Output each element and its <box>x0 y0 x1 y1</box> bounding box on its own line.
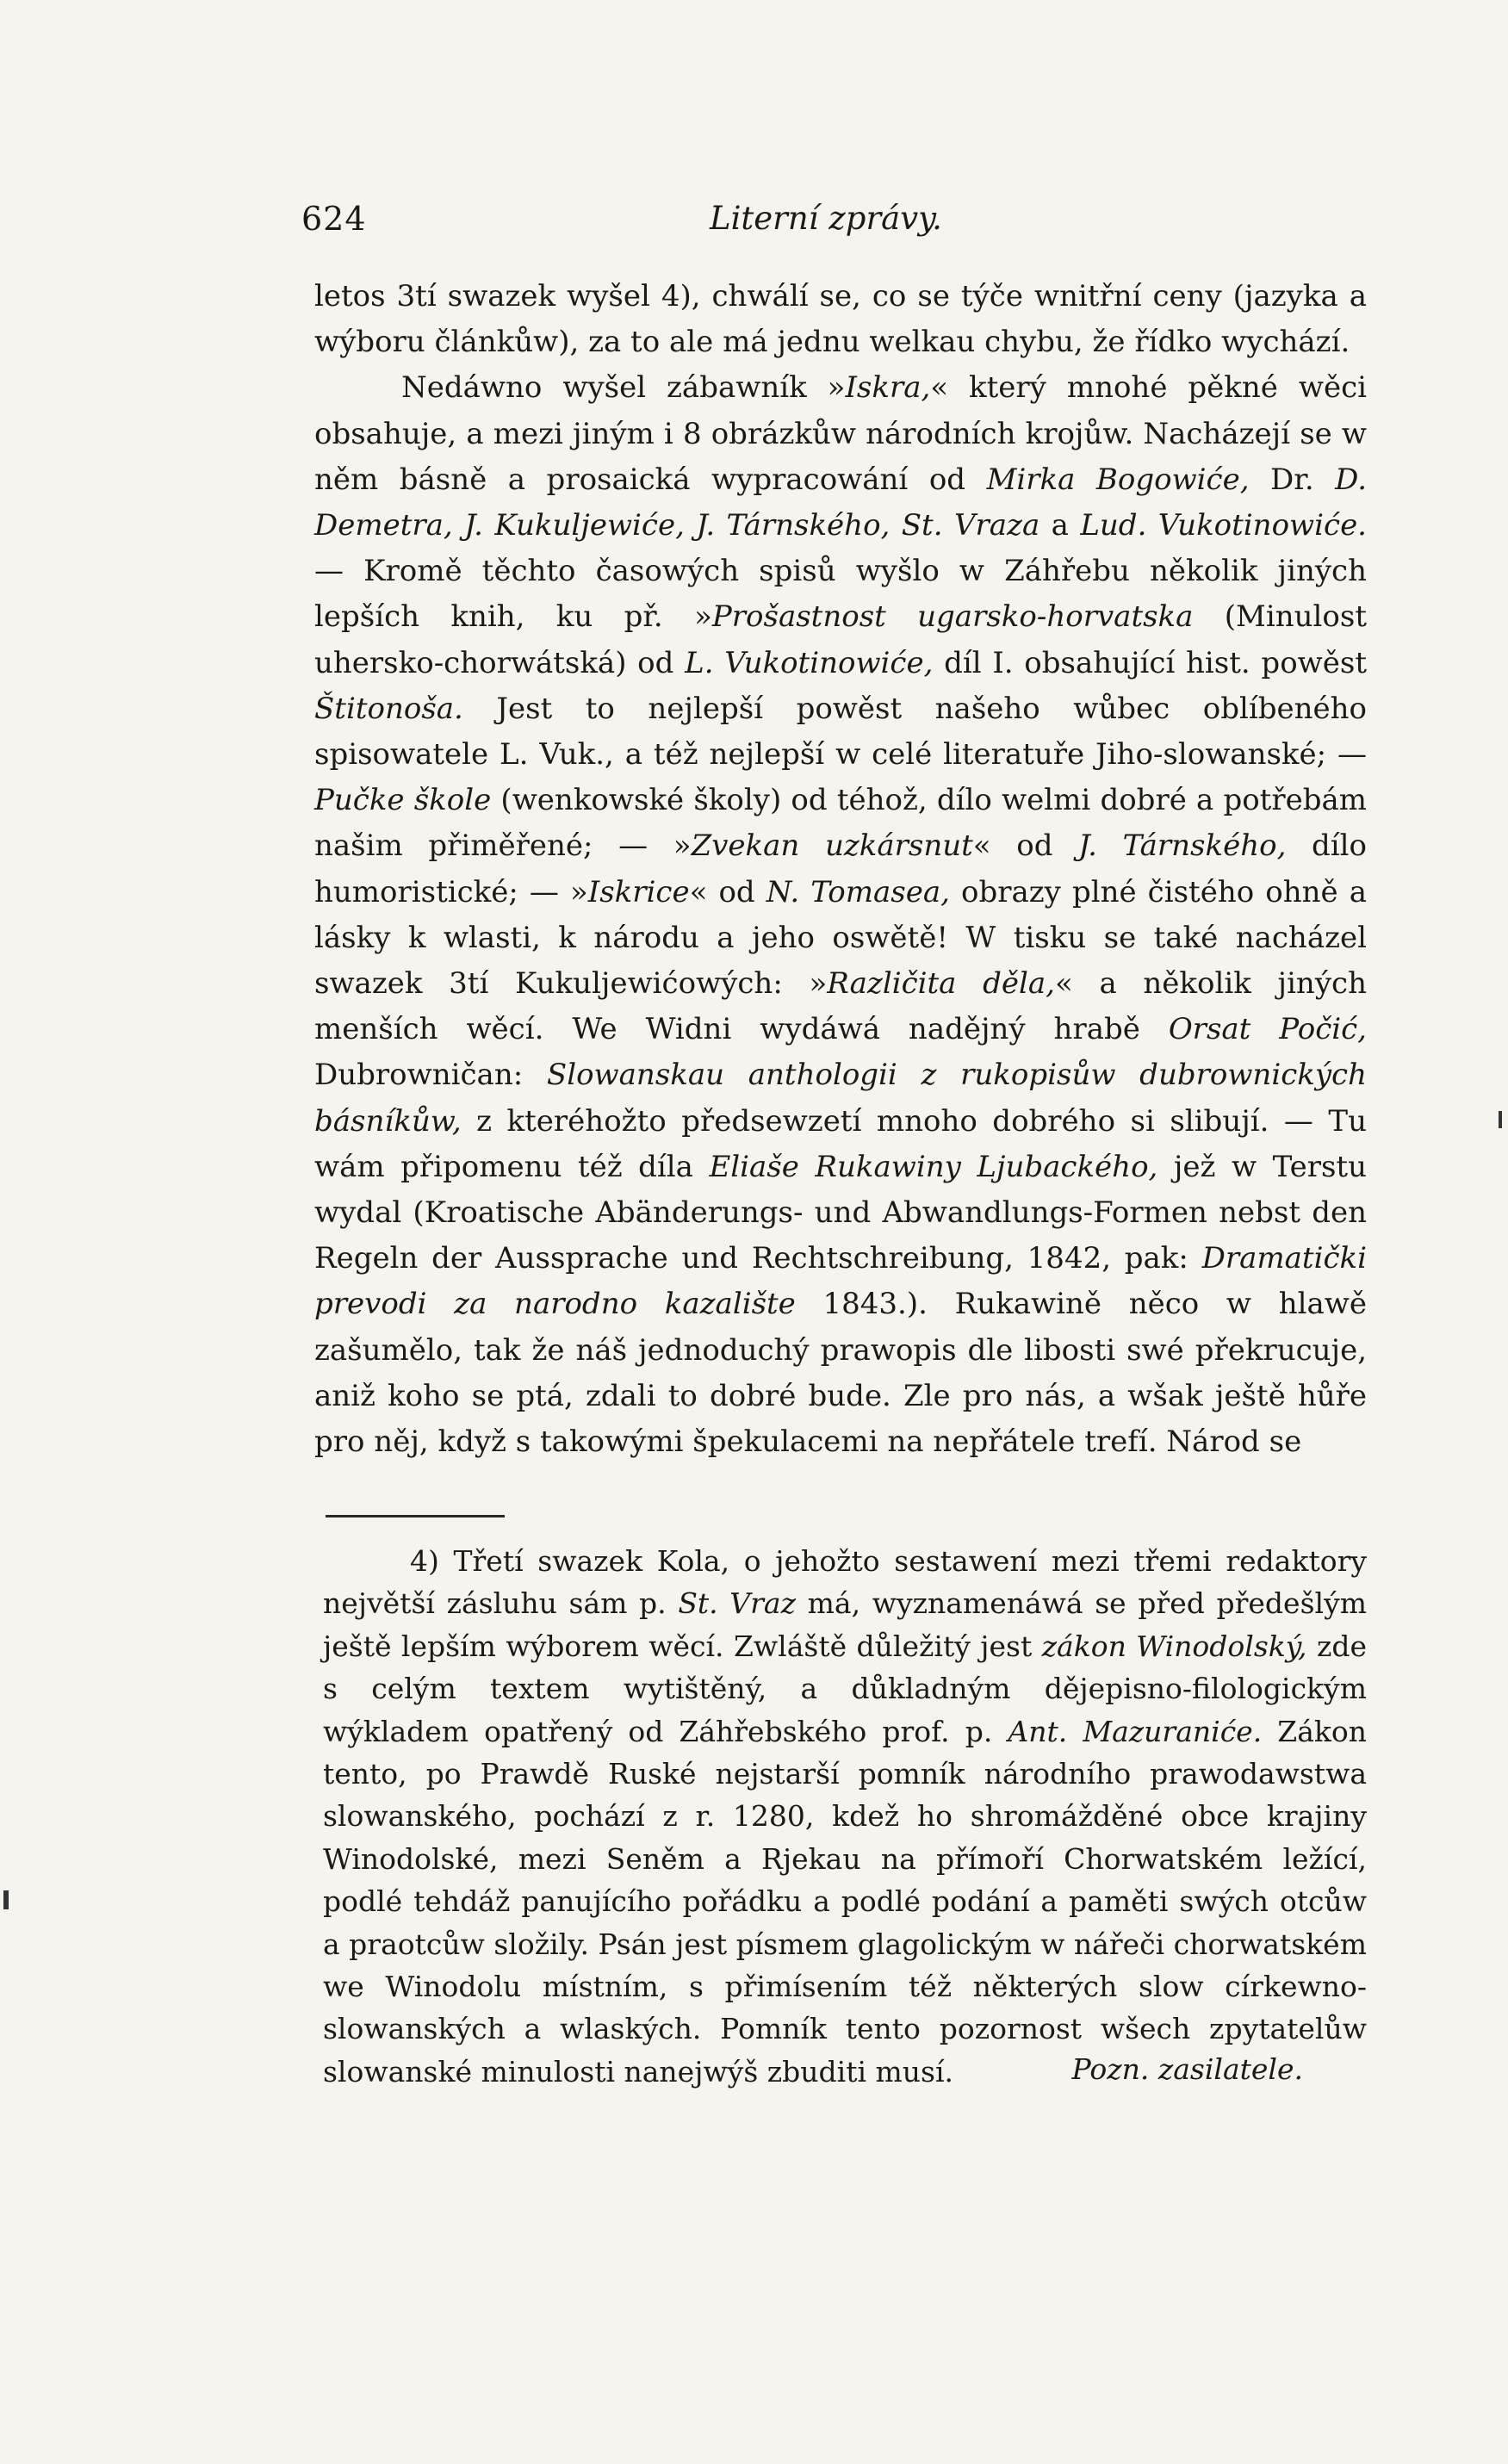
footnote <box>323 1540 1367 2093</box>
italic-text: Različita děla, <box>827 966 1055 1002</box>
text-run: — Kromě těchto časowých spisů wyšlo w Záhřebu několik jiných lepších knih, ku př. » <box>314 554 1367 635</box>
text-run: díl I. obsahující hist. powěst <box>933 645 1367 680</box>
italic-text: Pučke škole <box>314 783 492 818</box>
running-title: Literní zprávy. <box>710 200 942 237</box>
page-header <box>301 200 947 251</box>
text-run: zde s celým textem wytištěný, a důkladným dějepisno-filologickým wýkladem opatřený od Záhřebského prof. p. <box>323 1629 1368 1748</box>
footnote-signature: Pozn. zasilatele. <box>1071 2052 1303 2086</box>
text-run: z kteréhožto předsewzetí mnoho dobrého si slibují. — Tu wám připomenu též díla <box>314 1103 1367 1184</box>
page-number: 624 <box>301 200 367 238</box>
text-run: jež w Terstu wydal (Kroatische Abänderungs- und Abwandlungs-Formen nebst den Regeln der Aussprache und Rechtschreibung, 1842, pak: <box>314 1149 1367 1276</box>
text-run: Jest to nejlepší powěst našeho wůbec oblíbeného spisowatele L. Vuk., a též nejlepší w celé literatuře Jiho-slowanské; — <box>314 691 1367 773</box>
margin-mark <box>3 1890 9 1909</box>
footnote-separator <box>326 1515 505 1518</box>
main-text <box>314 274 1367 1465</box>
margin-mark <box>1499 1111 1502 1128</box>
italic-text: J. Tárnského, <box>1078 829 1287 864</box>
text-run: Nedáwno wyšel zábawník » <box>401 370 846 406</box>
text-run: obrazy plné čistého ohně a lásky k wlasti, k národu a jeho oswětě! W tisku se také nacházel swazek 3tí Kukuljewićowých: » <box>314 874 1368 1002</box>
text-run: a <box>1039 508 1081 543</box>
footnote-text <box>323 1540 1367 2093</box>
text-run: dílo humoristické; — » <box>314 829 1368 909</box>
text-run: 4) Třetí swazek Kola, o jehožto sestawení mezi třemi redaktory největší zásluhu sám p. <box>323 1544 1367 1621</box>
italic-text: Štitonoša. <box>314 691 463 726</box>
text-run: « od <box>972 829 1079 864</box>
text-run: « a několik jiných menších wěcí. We Widni wydáwá nadějný hrabě <box>314 966 1367 1047</box>
italic-text: Mirka Bogowiće, <box>986 462 1250 497</box>
text-run: « od <box>689 874 766 909</box>
italic-text: Iskrice <box>587 874 690 909</box>
paragraph-news <box>314 365 1367 1465</box>
italic-text: zákon Winodolský, <box>1041 1629 1307 1663</box>
text-run: má, wyznamenáwá se před předešlým ještě lepším wýborem wěcí. Zwláště důležitý jest <box>323 1586 1368 1663</box>
italic-text: N. Tomasea, <box>766 874 950 909</box>
text-run: Zákon tento, po Prawdě Ruské nejstarší pomník národního prawodawstwa slowanského, pochází z r. 1280, kdež ho shromážděné obce krajiny Winodolské, mezi Seněm a Rjekau na přímoří Chorwatském ležící, podlé tehdáž panujícího pořádku a podlé podání a paměti swých otcůw a praotcůw složily. Psán jest písmem glagolickým w nářeči chorwatském we Winodolu místním, s přimísením též některých slow církewno-slowanských a wlaských. Pomník tento pozornost wšech zpytatelůw slowanské minulosti nanejwýš zbuditi musí. <box>323 1714 1367 2089</box>
italic-text: Eliaše Rukawiny Ljubackého, <box>709 1149 1158 1184</box>
text-run: Dubrowničan: <box>314 1058 547 1093</box>
italic-text: Lud. Vukotinowiće. <box>1080 508 1367 543</box>
italic-text: Dramatički prevodi za narodno kazalište <box>314 1241 1367 1322</box>
italic-text: Iskra, <box>845 370 931 406</box>
italic-text: Prošastnost ugarsko-horvatska <box>711 599 1194 635</box>
italic-text: St. Vraz <box>678 1586 796 1621</box>
italic-text: Slowanskau anthologii z rukopisůw dubrownických básníkůw, <box>314 1058 1367 1139</box>
italic-text: Zvekan uzkársnut <box>691 829 973 864</box>
text-run: 1843.). Rukawině něco w hlawě zašumělo, tak že náš jednoduchý prawopis dle libosti swé překrucuje, aniž koho se ptá, zdali to dobré bude. Zle pro nás, a wšak ještě hůře pro něj, když s takowými špekulacemi na nepřátele trefí. Národ se <box>314 1287 1367 1460</box>
text-run: « který mnohé pěkné wěci obsahuje, a mezi jiným i 8 obrázkůw národních krojůw. Nacházejí se w něm básně a prosaická wypracowání od <box>314 370 1367 497</box>
italic-text: D. Demetra, J. Kukuljewiće, J. Tárnského, St. Vraza <box>314 462 1367 543</box>
paragraph-continuation: letos 3tí swazek wyšel 4), chwálí se, co se týče wnitřní ceny (jazyka a wýboru článkůw), za to ale má jednu welkau chybu, že řídko wychází. <box>314 279 1367 360</box>
text-run: (Minulost uhersko-chorwátská) od <box>314 599 1367 680</box>
italic-text: L. Vukotinowiće, <box>685 645 934 680</box>
text-run: Dr. <box>1249 462 1336 497</box>
italic-text: Ant. Mazuraniće. <box>1008 1714 1263 1748</box>
text-run: (wenkowské školy) od téhož, dílo welmi dobré a potřebám našim přiměřené; — » <box>314 783 1367 864</box>
italic-text: Orsat Počić, <box>1168 1012 1367 1047</box>
